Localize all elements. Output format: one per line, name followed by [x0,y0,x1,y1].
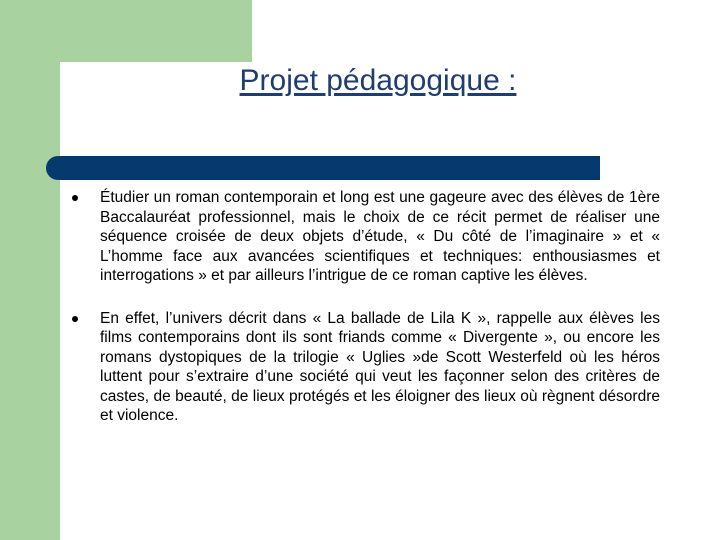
bullet-item [60,309,660,426]
slide-title: Projet pédagogique : [239,64,517,97]
bullet-dot-icon [72,316,78,322]
bullet-item [60,188,660,286]
bullet-dot-icon [72,195,78,201]
bullet-list [60,188,660,426]
title-divider-bar [46,156,600,180]
background-green-top [0,0,252,62]
bullet-text: Étudier un roman contemporain et long est une gageure avec des élèves de 1ère Baccalauréat professionnel, mais le choix de ce récit permet de réaliser une séquence croisée de deux objets d’étude, « Du côté de l’imaginaire » et « L’homme face aux avancées scientifiques et techniques: enthousiasmes et interrogations » et par ailleurs l’intrigue de ce roman captive les élèves. [100,189,660,284]
bullet-text: En effet, l’univers décrit dans « La ballade de Lila K », rappelle aux élèves les films contemporains dont ils sont friands comme « Divergente », ou encore les romans dystopiques de la trilogie « Uglies »de Scott Westerfeld où les héros luttent pour s’extraire d’une société qui veut les façonner selon des critères de castes, de beauté, de lieux protégés et les éloigner des lieux où règnent désordre et violence. [100,309,660,424]
